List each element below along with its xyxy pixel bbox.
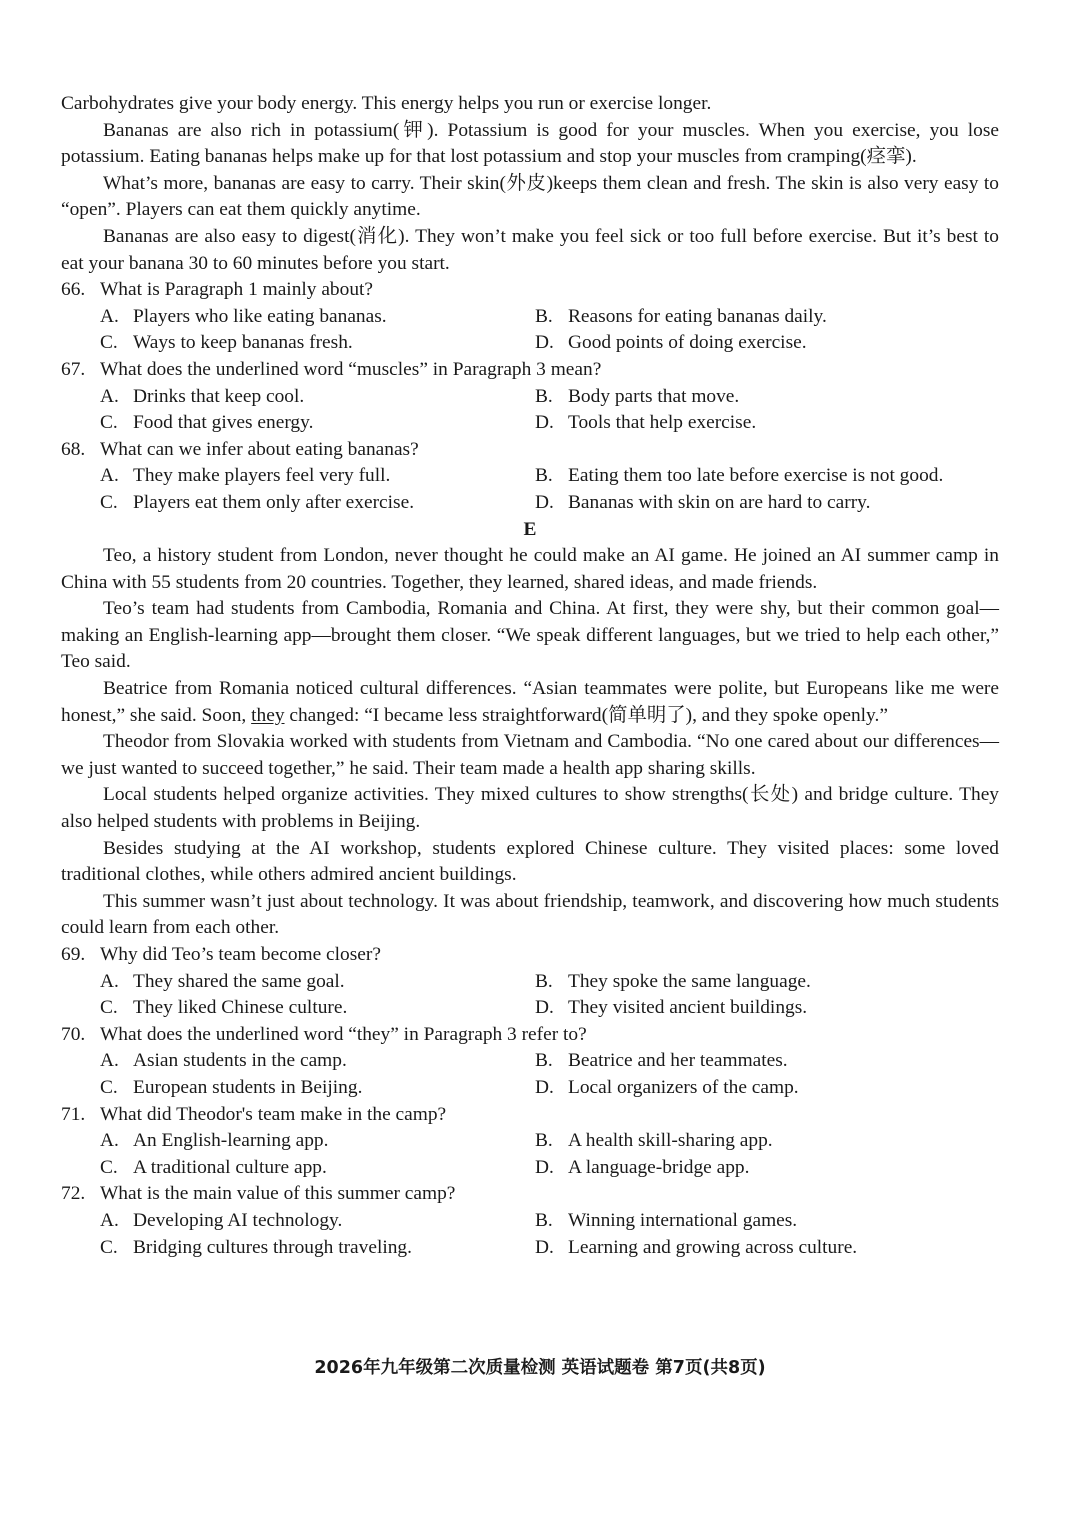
- question-number: 67.: [61, 358, 86, 380]
- option-text: They make players feel very full.: [133, 465, 391, 487]
- answer-option: [535, 410, 999, 437]
- passage-paragraph: [61, 889, 999, 942]
- question-stem: [61, 357, 999, 384]
- passage-paragraph: [61, 729, 999, 782]
- question-item: [61, 357, 999, 437]
- question-item: [61, 1102, 999, 1182]
- option-text: Tools that help exercise.: [568, 412, 757, 434]
- paragraph-text: Besides studying at the AI workshop, students explored Chinese culture. They visited places: some loved traditional clothes, while others admired ancient buildings.: [61, 837, 999, 886]
- option-letter: B.: [535, 305, 553, 327]
- option-text: Food that gives energy.: [133, 412, 314, 434]
- questions-66-68: [61, 277, 999, 516]
- option-text: Players who like eating bananas.: [133, 305, 387, 327]
- questions-69-72: [61, 942, 999, 1261]
- answer-option: [100, 1235, 535, 1262]
- answer-option: [100, 969, 535, 996]
- passage-paragraph: [61, 782, 999, 835]
- option-text: Local organizers of the camp.: [568, 1076, 799, 1098]
- question-stem: [61, 1022, 999, 1049]
- answer-option: [535, 1235, 999, 1262]
- option-letter: D.: [535, 1156, 554, 1178]
- option-text: Bridging cultures through traveling.: [133, 1236, 412, 1258]
- option-letter: B.: [535, 1130, 553, 1152]
- option-text: Winning international games.: [568, 1209, 798, 1231]
- page-footer: 2026年九年级第二次质量检测 英语试题卷 第7页(共8页): [314, 1358, 766, 1378]
- option-text: Eating them too late before exercise is not good.: [568, 465, 944, 487]
- answer-option: [100, 490, 535, 517]
- option-text: They spoke the same language.: [568, 970, 811, 992]
- option-letter: D.: [535, 491, 554, 513]
- option-letter: B.: [535, 1050, 553, 1072]
- question-text: What did Theodor's team make in the camp?: [100, 1103, 447, 1125]
- paragraph-text: Beatrice from Romania noticed cultural differences. “Asian teammates were polite, but Europeans like me were honest,” she said. Soon,: [61, 678, 999, 726]
- question-stem: [61, 1102, 999, 1129]
- option-text: A language-bridge app.: [568, 1156, 750, 1178]
- answer-option: [100, 384, 535, 411]
- answer-options: [61, 463, 999, 516]
- option-letter: D.: [535, 412, 554, 434]
- question-number: 72.: [61, 1183, 86, 1205]
- question-item: [61, 1181, 999, 1261]
- option-letter: C.: [100, 997, 118, 1019]
- option-text: Beatrice and her teammates.: [568, 1050, 788, 1072]
- question-number: 71.: [61, 1103, 86, 1125]
- option-letter: A.: [100, 385, 119, 407]
- answer-option: [100, 304, 535, 331]
- question-text: ” in Paragraph 3 mean?: [419, 358, 602, 380]
- answer-option: [100, 1155, 535, 1182]
- answer-options: [61, 1128, 999, 1181]
- question-stem: [61, 1181, 999, 1208]
- answer-options: [61, 384, 999, 437]
- paragraph-text: changed: “I became less straightforward(简单明了), and they spoke openly.”: [284, 704, 888, 726]
- question-number: 66.: [61, 279, 86, 301]
- underlined-word: they: [251, 704, 285, 726]
- option-text: Body parts that move.: [568, 385, 740, 407]
- question-item: [61, 942, 999, 1022]
- option-letter: D.: [535, 1076, 554, 1098]
- answer-option: [535, 1155, 999, 1182]
- answer-option: [100, 1128, 535, 1155]
- answer-option: [100, 1075, 535, 1102]
- option-letter: A.: [100, 1050, 119, 1072]
- option-letter: C.: [100, 491, 118, 513]
- passage-paragraph: Bananas are also easy to digest(消化). They won’t make you feel sick or too full before exercise. But it’s best to eat your banana 30 to 60 minutes before you start.: [61, 225, 999, 274]
- answer-option: [100, 410, 535, 437]
- passage-d-text: [61, 91, 999, 277]
- answer-options: [61, 304, 999, 357]
- question-stem: [61, 277, 999, 304]
- option-text: They shared the same goal.: [133, 970, 345, 992]
- answer-option: [535, 995, 999, 1022]
- option-text: Developing AI technology.: [133, 1209, 343, 1231]
- question-text: What can we infer about eating bananas?: [100, 438, 419, 460]
- option-letter: C.: [100, 1156, 118, 1178]
- option-text: They liked Chinese culture.: [133, 997, 348, 1019]
- exam-page: [61, 91, 999, 1261]
- passage-paragraph: Carbohydrates give your body energy. This energy helps you run or exercise longer.: [61, 93, 712, 114]
- question-text: What is the main value of this summer camp?: [100, 1183, 456, 1205]
- option-letter: D.: [535, 332, 554, 354]
- option-letter: B.: [535, 970, 553, 992]
- answer-option: [100, 1048, 535, 1075]
- question-item: [61, 1022, 999, 1102]
- option-text: Asian students in the camp.: [133, 1050, 347, 1072]
- option-letter: C.: [100, 332, 118, 354]
- passage-e-text: [61, 543, 999, 942]
- option-text: A health skill-sharing app.: [568, 1130, 773, 1152]
- option-text: Learning and growing across culture.: [568, 1236, 858, 1258]
- passage-paragraph: [61, 676, 999, 729]
- paragraph-text: Teo, a history student from London, never thought he could make an AI game. He joined an AI summer camp in China with 55 students from 20 countries. Together, they learned, shared ideas, and made friends.: [61, 545, 999, 593]
- option-text: Ways to keep bananas fresh.: [133, 332, 353, 354]
- option-letter: A.: [100, 970, 119, 992]
- option-text: European students in Beijing.: [133, 1076, 363, 1098]
- answer-option: [535, 969, 999, 996]
- answer-options: [61, 1048, 999, 1101]
- question-number: 68.: [61, 438, 86, 460]
- option-letter: B.: [535, 465, 553, 487]
- option-text: Drinks that keep cool.: [133, 385, 305, 407]
- option-letter: C.: [100, 1076, 118, 1098]
- answer-option: [535, 490, 999, 517]
- answer-option: [535, 330, 999, 357]
- question-text: What is Paragraph 1 mainly about?: [100, 279, 374, 301]
- paragraph-text: Teo’s team had students from Cambodia, Romania and China. At first, they were shy, but their common goal—making an English-learning app—brought them closer. “We speak different languages, but we tried to help each other,” Teo said.: [61, 598, 999, 673]
- paragraph-text: Theodor from Slovakia worked with students from Vietnam and Cambodia. “No one cared about our differences—we just wanted to succeed together,” he said. Their team made a health app sharing skills.: [61, 731, 999, 779]
- option-letter: A.: [100, 1209, 119, 1231]
- passage-paragraph: [61, 836, 999, 889]
- option-letter: C.: [100, 412, 118, 434]
- question-number: 69.: [61, 944, 86, 965]
- option-letter: B.: [535, 385, 553, 407]
- answer-option: [535, 463, 999, 490]
- passage-paragraph: What’s more, bananas are easy to carry. Their skin(外皮)keeps them clean and fresh. The skin is also very easy to “open”. Players can eat them quickly anytime.: [61, 172, 999, 221]
- option-text: An English-learning app.: [133, 1130, 329, 1152]
- option-letter: B.: [535, 1209, 553, 1231]
- answer-option: [100, 995, 535, 1022]
- option-text: Bananas with skin on are hard to carry.: [568, 491, 871, 513]
- option-letter: C.: [100, 1236, 118, 1258]
- option-letter: A.: [100, 1130, 119, 1152]
- option-letter: D.: [535, 1236, 554, 1258]
- option-text: Reasons for eating bananas daily.: [568, 305, 827, 327]
- answer-option: [535, 1075, 999, 1102]
- option-text: Good points of doing exercise.: [568, 332, 807, 354]
- passage-paragraph: Bananas are also rich in potassium(钾). Potassium is good for your muscles. When you exercise, you lose potassium. Eating bananas helps make up for that lost potassium and stop your muscles from cramping(痉挛).: [61, 119, 999, 168]
- option-text: They visited ancient buildings.: [568, 997, 808, 1019]
- answer-option: [535, 304, 999, 331]
- answer-option: [100, 463, 535, 490]
- answer-option: [100, 330, 535, 357]
- answer-options: [61, 1208, 999, 1261]
- paragraph-text: This summer wasn’t just about technology. It was about friendship, teamwork, and discovering how much students could learn from each other.: [61, 890, 999, 939]
- question-item: [61, 277, 999, 357]
- answer-option: [535, 1208, 999, 1235]
- option-letter: A.: [100, 305, 119, 327]
- question-stem: [61, 942, 999, 969]
- answer-option: [535, 1048, 999, 1075]
- passage-paragraph: [61, 543, 999, 596]
- option-text: Players eat them only after exercise.: [133, 491, 415, 513]
- question-text: What does the underlined word “they” in Paragraph 3 refer to?: [100, 1023, 587, 1045]
- paragraph-text: Local students helped organize activities. They mixed cultures to show strengths(长处) and bridge culture. They also helped students with problems in Beijing.: [61, 784, 999, 833]
- option-letter: D.: [535, 997, 554, 1019]
- answer-option: [100, 1208, 535, 1235]
- answer-option: [535, 1128, 999, 1155]
- answer-option: [535, 384, 999, 411]
- question-stem: [61, 437, 999, 464]
- answer-options: [61, 969, 999, 1022]
- option-letter: A.: [100, 465, 119, 487]
- question-text: Why did Teo’s team become closer?: [100, 944, 381, 965]
- question-item: [61, 437, 999, 517]
- question-number: 70.: [61, 1023, 86, 1045]
- option-text: A traditional culture app.: [133, 1156, 327, 1178]
- section-e-title: E: [523, 518, 537, 540]
- question-text: What does the underlined word “: [100, 358, 357, 380]
- question-keyword: muscles: [356, 358, 420, 380]
- passage-paragraph: [61, 596, 999, 676]
